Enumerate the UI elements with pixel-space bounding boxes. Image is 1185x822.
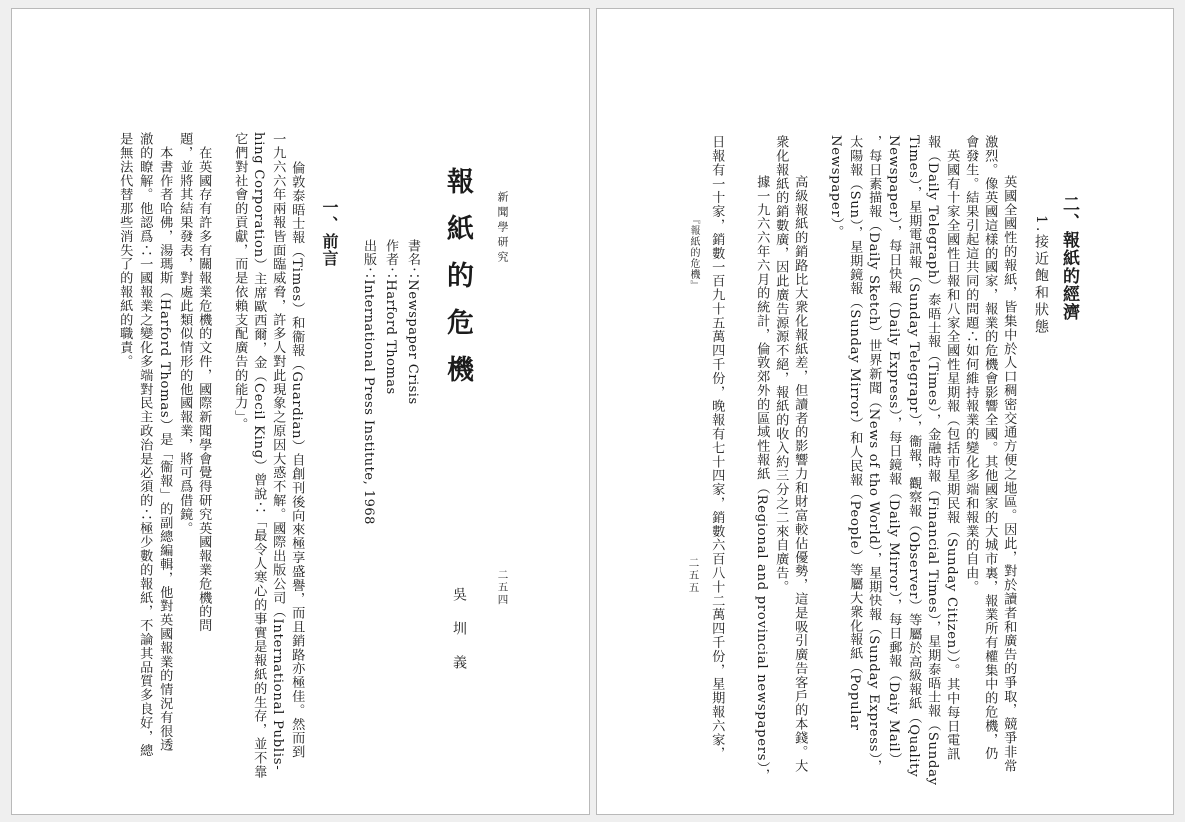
body-line: 本書作者哈佛，湯瑪斯（Harford Thomas）是「衞報」的副總編輯，他對英國報業的情況有很透 — [157, 132, 173, 752]
chapter-heading: 二、報紙的經濟 — [1059, 195, 1079, 321]
body-line: 英國全國性的報紙，皆集中於人口稠密交通方便之地區。因此，對於讀者和廣告的爭取，競爭非常 — [1001, 161, 1017, 773]
body-line: Newspaper）。 — [828, 135, 844, 239]
body-line: 日報有一十家，銷數一百九十五萬四千份，晚報有七十四家，銷數六百八十二萬四千份，星期報六家， — [709, 135, 725, 761]
body-line: 太陽報（Sun），星期鏡報（Sunday Mirror）和人民報（People）等屬大衆化報紙（Popular — [847, 135, 863, 731]
body-line: 報（Daily Telegraph）泰晤士報（Times），金融時報（Financial Times），星期泰晤士報（Sunday — [925, 135, 941, 786]
subsection-heading: 1.接近飽和狀態 — [1033, 215, 1049, 337]
right-page — [596, 8, 1174, 815]
article-title: 報紙的危機 — [442, 167, 473, 402]
book-name: 書名∴Newspaper Crisis — [405, 239, 420, 405]
body-line: Times），星期電訊報（Sunday Telegrapr），衞報，觀察報（Observer）等屬於高級報紙（Quality — [906, 135, 922, 778]
body-line: 倫敦泰晤士報（Times）和衞報（Guardian）自創刊後向來極享盛譽，而且銷路亦極佳。然而到 — [289, 161, 305, 759]
journal-label: 新聞學研究 — [496, 191, 509, 266]
body-line: hing Corporation）主席歐西爾，金（Cecil King）曾說∴「最令人寒心的事實是報紙的生存，並不靠 — [251, 132, 267, 779]
body-line: 它們對社會的貢獻，而是依賴支配廣告的能力」。 — [232, 132, 248, 432]
book-publisher: 出版∴International Press Institute, 1968 — [361, 239, 376, 525]
body-line: 會發生。結果引起這共同的問題∴如何維持報業的變化多端和報業的自由。 — [963, 135, 979, 594]
body-line: 高級報紙的銷路比大衆化報紙差，但讀者的影響力和財富較佔優勢，這是吸引廣告客戶的本錢。大 — [792, 161, 808, 773]
author-name: 吳圳義 — [451, 587, 467, 689]
body-line: 在英國存有許多有關報業危機的文件，國際新聞學會覺得研究英國報業危機的問 — [196, 132, 212, 633]
body-line: 澈的瞭解。他認爲∴一國報業之變化多端對民主政治是必須的∴極少數的報紙，不論其品質多良好，總 — [137, 132, 153, 758]
body-line: 題，並將其結果發表，對處此類似情形的他國報業，將可爲借鏡。 — [177, 132, 193, 536]
page-number-right: 二五五 — [687, 557, 700, 595]
body-line: 激烈。像英國這樣的國家，報業的危機會影響全國。其他國家的大城市裏，報業所有權集中的危機，仍 — [982, 135, 998, 761]
running-footer: 『報紙的危機』 — [688, 214, 699, 291]
section-title: 一、前言 — [320, 199, 339, 267]
body-line: 衆化報紙的銷數廣，因此廣告源源不絕，報紙的收入約三分之二來自廣告。 — [773, 135, 789, 594]
body-line: 一九六六年兩報皆面臨威脅，許多人對此現象之原因大惑不解。國際出版公司（International Publis- — [270, 132, 286, 771]
body-line: ，每日素描報（Daily Sketch）世界新聞（News of tho World），星期快報（Sunday Express）， — [866, 135, 882, 774]
body-line: 據一九六六年六月的統計，倫敦郊外的區域性報紙（Regional and provincial newspapers）， — [754, 161, 770, 783]
book-author: 作者∴Harford Thomas — [383, 239, 398, 395]
page-number-left: 二五四 — [496, 569, 509, 607]
body-line: 英國有十家全國性日報和八家全國性星期報（包括市星期民報（Sunday Citizen））。其中每日電訊 — [944, 135, 960, 761]
body-line: 是無法代替那些消失了的報紙的職責。 — [117, 132, 133, 369]
body-line: Newspaper），每日快報（Daily Express），每日鏡報（Daily Mirror），每日郵報（Daiy Mail） — [886, 135, 902, 767]
left-page — [11, 8, 590, 815]
